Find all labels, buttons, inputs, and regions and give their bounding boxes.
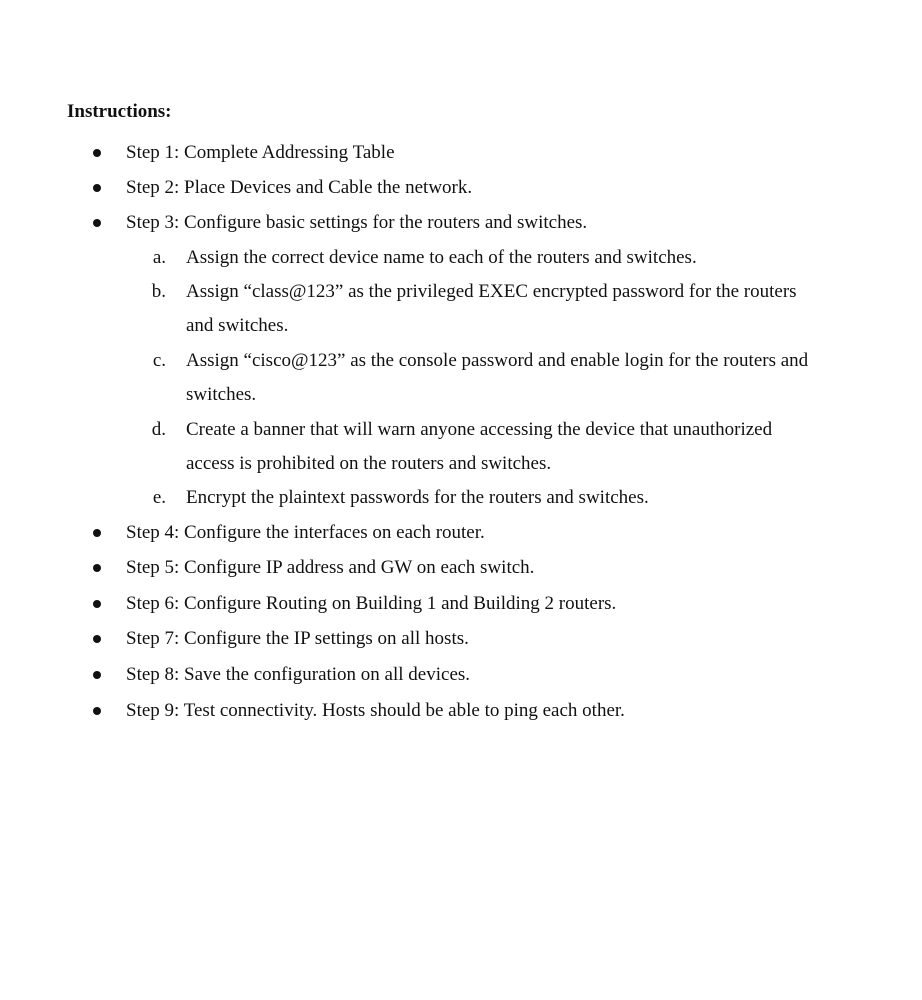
- bullet-icon: [93, 564, 101, 572]
- bullet-icon: [93, 149, 101, 157]
- bullet-icon: [93, 184, 101, 192]
- substep-c-text-line-2: switches.: [186, 384, 257, 405]
- substep-d-text-line-2: access is prohibited on the routers and switches.: [186, 453, 552, 474]
- step-4: Step 4: Configure the interfaces on each router.: [126, 522, 485, 543]
- step-8: Step 8: Save the configuration on all devices.: [126, 664, 471, 685]
- bullet-icon: [93, 219, 101, 227]
- bullet-icon: [93, 707, 101, 715]
- step-7: Step 7: Configure the IP settings on all hosts.: [126, 628, 469, 649]
- step-6: Step 6: Configure Routing on Building 1 and Building 2 routers.: [126, 593, 617, 614]
- step-1: Step 1: Complete Addressing Table: [126, 142, 395, 163]
- substep-b-text-line-1: Assign “class@123” as the privileged EXEC encrypted password for the routers: [186, 281, 797, 302]
- substep-d-letter: d.: [151, 419, 166, 440]
- substep-e-letter: e.: [152, 487, 166, 508]
- bullet-icon: [93, 635, 101, 643]
- substep-d-text-line-1: Create a banner that will warn anyone accessing the device that unauthorized: [186, 419, 773, 440]
- bullet-icon: [93, 671, 101, 679]
- step-3: Step 3: Configure basic settings for the routers and switches.: [126, 212, 588, 233]
- substep-a-letter: a.: [152, 247, 166, 268]
- substep-c-letter: c.: [152, 350, 166, 371]
- substep-b-letter: b.: [151, 281, 166, 302]
- substep-c-text-line-1: Assign “cisco@123” as the console password and enable login for the routers and: [186, 350, 809, 371]
- step-5: Step 5: Configure IP address and GW on each switch.: [126, 557, 535, 578]
- bullet-icon: [93, 600, 101, 608]
- step-2: Step 2: Place Devices and Cable the network.: [126, 177, 473, 198]
- bullet-icon: [93, 529, 101, 537]
- substep-e-text: Encrypt the plaintext passwords for the routers and switches.: [186, 487, 649, 508]
- step-9: Step 9: Test connectivity. Hosts should be able to ping each other.: [126, 700, 625, 721]
- instructions-heading: Instructions:: [67, 101, 172, 122]
- substep-a-text: Assign the correct device name to each of the routers and switches.: [186, 247, 697, 268]
- substep-b-text-line-2: and switches.: [186, 315, 289, 336]
